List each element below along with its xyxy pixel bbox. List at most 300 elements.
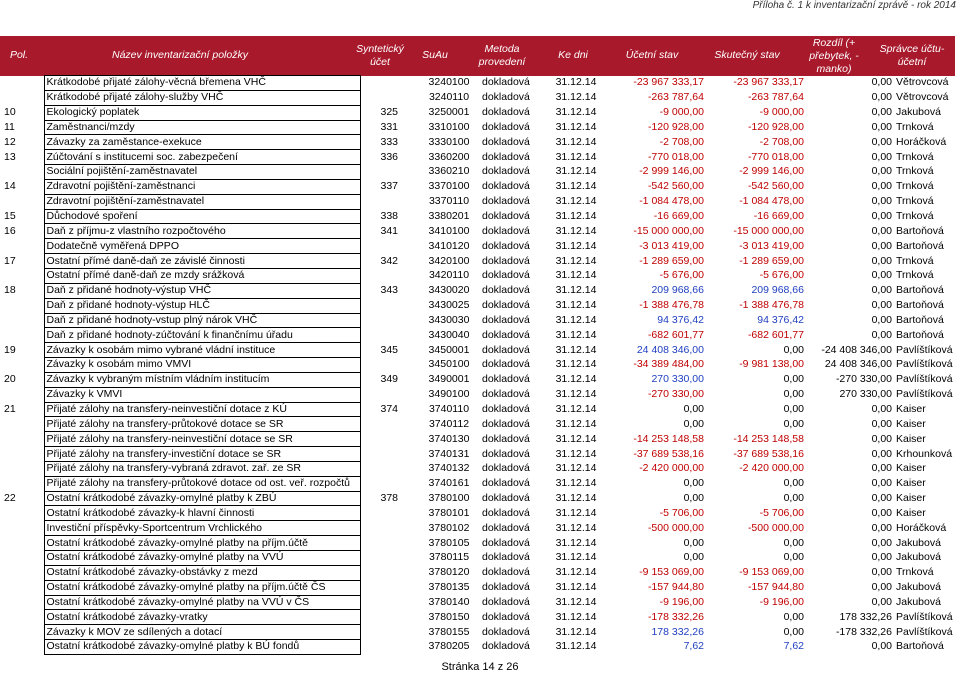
row-skutecny-stav: -9 196,00 <box>759 595 804 608</box>
row-nazev: Závazky k vybraným místním vládním institucím <box>44 372 360 387</box>
row-pol <box>2 565 44 580</box>
table-header <box>0 36 955 76</box>
table-row <box>2 417 957 432</box>
row-pol: 15 <box>4 210 16 223</box>
row-ucetni-stav: -14 253 148,58 <box>633 432 704 445</box>
row-skutecny-stav: -15 000 000,00 <box>733 224 804 237</box>
row-ucetni-stav: -9 000,00 <box>659 106 704 119</box>
row-rozdil: 0,00 <box>871 106 892 119</box>
row-synteticky-ucet <box>360 625 418 640</box>
row-synteticky-ucet <box>360 476 418 491</box>
table-row <box>2 135 957 150</box>
row-metoda: dokladová <box>482 328 530 341</box>
row-nazev: Ostatní krátkodobé závazky-obstávky z mezd <box>44 565 360 580</box>
row-skutecny-stav: -1 084 478,00 <box>739 195 804 208</box>
row-skutecny-stav: 0,00 <box>783 477 804 490</box>
row-synteticky-ucet <box>360 358 418 373</box>
row-ucetni-stav: -178 332,26 <box>647 610 704 623</box>
row-ke-dni: 31.12.14 <box>555 610 597 623</box>
row-skutecny-stav: -16 669,00 <box>753 210 804 223</box>
row-suau: 3360200 <box>428 150 470 163</box>
row-synteticky-ucet: 338 <box>380 210 399 223</box>
row-ke-dni: 31.12.14 <box>555 284 597 297</box>
table-row <box>2 283 957 298</box>
header-pol: Pol. <box>9 49 29 61</box>
row-spravce: Pavlíštíková <box>896 358 953 371</box>
row-ke-dni: 31.12.14 <box>555 640 597 653</box>
table-row <box>2 595 957 610</box>
row-suau: 3430025 <box>428 299 470 312</box>
row-pol <box>2 432 44 447</box>
table-row <box>2 387 957 402</box>
row-synteticky-ucet <box>360 387 418 402</box>
row-pol <box>2 239 44 254</box>
table-row <box>2 179 957 194</box>
row-nazev: Daň z přidané hodnoty-výstup VHČ <box>44 283 360 298</box>
row-ucetni-stav: -5 676,00 <box>659 269 704 282</box>
row-ucetni-stav: 178 332,26 <box>651 625 704 638</box>
row-skutecny-stav: -5 706,00 <box>759 506 804 519</box>
row-ucetni-stav: -1 084 478,00 <box>639 195 704 208</box>
row-spravce: Bartoňová <box>896 224 944 237</box>
row-ucetni-stav: -5 706,00 <box>659 506 704 519</box>
row-rozdil: 0,00 <box>871 180 892 193</box>
row-nazev: Ostatní krátkodobé závazky-vratky <box>44 610 360 625</box>
row-ke-dni: 31.12.14 <box>555 492 597 505</box>
table-row <box>2 610 957 625</box>
row-pol: 12 <box>4 135 16 148</box>
table-row <box>2 328 957 343</box>
row-skutecny-stav: -9 153 069,00 <box>739 566 804 579</box>
row-nazev: Ostatní krátkodobé závazky-omylné platby na VVÚ v ČS <box>44 595 360 610</box>
row-ke-dni: 31.12.14 <box>555 447 597 460</box>
row-synteticky-ucet <box>360 610 418 625</box>
row-nazev: Investiční příspěvky-Sportcentrum Vrchlického <box>44 521 360 536</box>
row-skutecny-stav: -9 981 138,00 <box>739 358 804 371</box>
table-row <box>2 625 957 640</box>
row-suau: 3370100 <box>428 180 470 193</box>
row-skutecny-stav: -157 944,80 <box>747 581 804 594</box>
row-rozdil: 0,00 <box>871 239 892 252</box>
row-suau: 3780205 <box>428 640 470 653</box>
row-spravce: Kaiser <box>896 432 926 445</box>
row-ke-dni: 31.12.14 <box>555 195 597 208</box>
row-spravce: Větrovcová <box>896 91 949 104</box>
row-spravce: Trnková <box>896 566 934 579</box>
row-nazev: Závazky za zaměstance-exekuce <box>44 135 360 150</box>
row-pol: 20 <box>4 373 16 386</box>
row-suau: 3780115 <box>428 551 470 564</box>
row-suau: 3780150 <box>428 610 470 623</box>
table-row <box>2 209 957 224</box>
row-metoda: dokladová <box>482 610 530 623</box>
row-ucetni-stav: -23 967 333,17 <box>633 76 704 89</box>
row-ucetni-stav: -15 000 000,00 <box>633 224 704 237</box>
row-suau: 3330100 <box>428 135 470 148</box>
row-suau: 3780135 <box>428 581 470 594</box>
row-pol <box>2 506 44 521</box>
row-nazev: Zaměstnanci/mzdy <box>44 120 360 135</box>
row-ke-dni: 31.12.14 <box>555 135 597 148</box>
row-pol <box>2 595 44 610</box>
row-nazev: Dodatečně vyměřená DPPO <box>44 239 360 254</box>
table-row <box>2 551 957 566</box>
row-spravce: Kaiser <box>896 417 926 430</box>
row-ucetni-stav: 0,00 <box>683 477 704 490</box>
row-skutecny-stav: 0,00 <box>783 388 804 401</box>
row-ke-dni: 31.12.14 <box>555 536 597 549</box>
row-synteticky-ucet: 325 <box>380 106 399 119</box>
table-row <box>2 432 957 447</box>
row-spravce: Bartoňová <box>896 239 944 252</box>
row-spravce: Pavlíštíková <box>896 343 953 356</box>
row-suau: 3740110 <box>428 402 470 415</box>
row-nazev: Daň z příjmu-z vlastního rozpočtového <box>44 224 360 239</box>
row-spravce: Kaiser <box>896 477 926 490</box>
row-rozdil: 0,00 <box>871 269 892 282</box>
row-spravce: Horáčková <box>896 135 947 148</box>
row-nazev: Přijaté zálohy na transfery-investiční dotace se SR <box>44 447 360 462</box>
row-metoda: dokladová <box>482 195 530 208</box>
row-skutecny-stav: -14 253 148,58 <box>733 432 804 445</box>
row-metoda: dokladová <box>482 373 530 386</box>
row-pol <box>2 476 44 491</box>
row-nazev: Sociální pojištění-zaměstnavatel <box>44 165 360 180</box>
row-spravce: Kaiser <box>896 506 926 519</box>
row-skutecny-stav: 7,62 <box>783 640 804 653</box>
row-ucetni-stav: -270 330,00 <box>647 388 704 401</box>
row-ke-dni: 31.12.14 <box>555 581 597 594</box>
row-ke-dni: 31.12.14 <box>555 180 597 193</box>
row-spravce: Bartoňová <box>896 313 944 326</box>
row-synteticky-ucet <box>360 580 418 595</box>
row-rozdil: 0,00 <box>871 210 892 223</box>
row-skutecny-stav: -2 999 146,00 <box>739 165 804 178</box>
table-row <box>2 268 957 283</box>
row-metoda: dokladová <box>482 254 530 267</box>
row-pol: 19 <box>4 343 16 356</box>
row-rozdil: 178 332,26 <box>839 610 892 623</box>
row-rozdil: 0,00 <box>871 432 892 445</box>
row-rozdil: 0,00 <box>871 195 892 208</box>
row-pol: 18 <box>4 284 16 297</box>
row-rozdil: 0,00 <box>871 76 892 89</box>
row-pol <box>2 268 44 283</box>
row-synteticky-ucet <box>360 536 418 551</box>
row-ucetni-stav: -34 389 484,00 <box>633 358 704 371</box>
row-synteticky-ucet <box>360 239 418 254</box>
row-synteticky-ucet <box>360 165 418 180</box>
row-spravce: Trnková <box>896 254 934 267</box>
row-pol <box>2 194 44 209</box>
row-skutecny-stav: -23 967 333,17 <box>733 76 804 89</box>
row-spravce: Krhounková <box>896 447 953 460</box>
row-metoda: dokladová <box>482 239 530 252</box>
row-ke-dni: 31.12.14 <box>555 269 597 282</box>
row-suau: 3370110 <box>428 195 470 208</box>
table-row <box>2 640 957 655</box>
row-pol <box>2 580 44 595</box>
row-ke-dni: 31.12.14 <box>555 388 597 401</box>
row-rozdil: 0,00 <box>871 254 892 267</box>
row-metoda: dokladová <box>482 313 530 326</box>
row-nazev: Krátkodobé přijaté zálohy-věcná břemena VHČ <box>44 76 360 91</box>
table-row <box>2 358 957 373</box>
header-ke-dni: Ke dni <box>558 49 588 61</box>
row-suau: 3250001 <box>428 106 470 119</box>
row-suau: 3490100 <box>428 388 470 401</box>
row-synteticky-ucet <box>360 417 418 432</box>
table-row <box>2 120 957 135</box>
row-spravce: Kaiser <box>896 492 926 505</box>
row-skutecny-stav: -37 689 538,16 <box>733 447 804 460</box>
row-ke-dni: 31.12.14 <box>555 462 597 475</box>
row-spravce: Jakubová <box>896 595 941 608</box>
row-ucetni-stav: -9 196,00 <box>659 595 704 608</box>
row-metoda: dokladová <box>482 91 530 104</box>
table-row <box>2 521 957 536</box>
row-synteticky-ucet <box>360 565 418 580</box>
table-row <box>2 313 957 328</box>
row-spravce: Trnková <box>896 269 934 282</box>
row-metoda: dokladová <box>482 76 530 89</box>
row-ke-dni: 31.12.14 <box>555 91 597 104</box>
row-metoda: dokladová <box>482 640 530 653</box>
row-spravce: Bartoňová <box>896 284 944 297</box>
row-nazev: Přijaté zálohy na transfery-průtokové dotace se SR <box>44 417 360 432</box>
row-spravce: Trnková <box>896 120 934 133</box>
row-nazev: Ostatní krátkodobé závazky-omylné platby na VVÚ <box>44 551 360 566</box>
row-metoda: dokladová <box>482 224 530 237</box>
table-row <box>2 491 957 506</box>
row-ke-dni: 31.12.14 <box>555 358 597 371</box>
table-row <box>2 343 957 358</box>
row-ucetni-stav: 0,00 <box>683 417 704 430</box>
row-spravce: Trnková <box>896 180 934 193</box>
row-metoda: dokladová <box>482 566 530 579</box>
row-ucetni-stav: -120 928,00 <box>647 120 704 133</box>
row-metoda: dokladová <box>482 521 530 534</box>
row-rozdil: 0,00 <box>871 91 892 104</box>
row-synteticky-ucet <box>360 506 418 521</box>
row-spravce: Jakubová <box>896 536 941 549</box>
row-rozdil: -24 408 346,00 <box>821 343 892 356</box>
row-ke-dni: 31.12.14 <box>555 239 597 252</box>
row-suau: 3780102 <box>428 521 470 534</box>
row-rozdil: 0,00 <box>871 299 892 312</box>
row-metoda: dokladová <box>482 462 530 475</box>
page-note: Příloha č. 1 k inventarizační zprávě - rok 2014 <box>752 0 956 11</box>
row-ucetni-stav: 94 376,42 <box>657 313 704 326</box>
row-suau: 3780105 <box>428 536 470 549</box>
row-ke-dni: 31.12.14 <box>555 506 597 519</box>
row-spravce: Kaiser <box>896 402 926 415</box>
row-spravce: Pavlíštíková <box>896 610 953 623</box>
row-pol: 21 <box>4 402 16 415</box>
row-suau: 3240100 <box>428 76 470 89</box>
row-spravce: Pavlíštíková <box>896 388 953 401</box>
row-ke-dni: 31.12.14 <box>555 210 597 223</box>
row-ke-dni: 31.12.14 <box>555 328 597 341</box>
table-row <box>2 580 957 595</box>
header-synteticky-ucet: Syntetický účet <box>356 43 404 68</box>
row-ucetni-stav: -16 669,00 <box>653 210 704 223</box>
row-synteticky-ucet <box>360 447 418 462</box>
row-suau: 3780140 <box>428 595 470 608</box>
table-row <box>2 402 957 417</box>
row-ucetni-stav: 24 408 346,00 <box>636 343 704 356</box>
row-synteticky-ucet: 374 <box>380 402 399 415</box>
row-nazev: Ostatní krátkodobé závazky-omylné platby k BÚ fondů <box>44 640 360 655</box>
row-rozdil: 0,00 <box>871 284 892 297</box>
row-ke-dni: 31.12.14 <box>555 521 597 534</box>
row-spravce: Trnková <box>896 210 934 223</box>
row-ucetni-stav: 270 330,00 <box>651 373 704 386</box>
row-rozdil: 0,00 <box>871 506 892 519</box>
row-suau: 3740112 <box>428 417 470 430</box>
inventory-table <box>2 75 958 655</box>
row-ke-dni: 31.12.14 <box>555 551 597 564</box>
row-skutecny-stav: -2 708,00 <box>759 135 804 148</box>
row-skutecny-stav: 0,00 <box>783 402 804 415</box>
header-rozdil: Rozdíl (+ přebytek, - manko) <box>809 37 859 75</box>
row-rozdil: 0,00 <box>871 402 892 415</box>
row-nazev: Zdravotní pojištění-zaměstnavatel <box>44 194 360 209</box>
row-nazev: Přijaté zálohy na transfery-neinvestiční dotace z KÚ <box>44 402 360 417</box>
row-rozdil: 0,00 <box>871 417 892 430</box>
row-skutecny-stav: 0,00 <box>783 551 804 564</box>
row-skutecny-stav: -542 560,00 <box>747 180 804 193</box>
row-suau: 3240110 <box>428 91 470 104</box>
row-rozdil: 0,00 <box>871 581 892 594</box>
table-row <box>2 298 957 313</box>
row-synteticky-ucet: 345 <box>380 343 399 356</box>
row-ke-dni: 31.12.14 <box>555 595 597 608</box>
row-skutecny-stav: -682 601,77 <box>747 328 804 341</box>
row-ucetni-stav: -542 560,00 <box>647 180 704 193</box>
row-metoda: dokladová <box>482 492 530 505</box>
row-metoda: dokladová <box>482 447 530 460</box>
row-synteticky-ucet: 343 <box>380 284 399 297</box>
row-rozdil: 24 408 346,00 <box>824 358 892 371</box>
row-ucetni-stav: 0,00 <box>683 536 704 549</box>
row-rozdil: 0,00 <box>871 120 892 133</box>
row-rozdil: 0,00 <box>871 135 892 148</box>
row-pol: 22 <box>4 492 16 505</box>
table-row <box>2 194 957 209</box>
row-suau: 3740161 <box>428 477 470 490</box>
row-skutecny-stav: -500 000,00 <box>747 521 804 534</box>
row-metoda: dokladová <box>482 506 530 519</box>
row-synteticky-ucet: 336 <box>380 150 399 163</box>
row-ucetni-stav: -3 013 419,00 <box>639 239 704 252</box>
row-rozdil: 0,00 <box>871 447 892 460</box>
row-metoda: dokladová <box>482 625 530 638</box>
header-metoda: Metoda provedení <box>478 43 526 68</box>
row-ke-dni: 31.12.14 <box>555 150 597 163</box>
table-row <box>2 150 957 165</box>
row-rozdil: 0,00 <box>871 492 892 505</box>
row-nazev: Závazky k MOV ze sdílených a dotací <box>44 625 360 640</box>
row-ucetni-stav: 0,00 <box>683 492 704 505</box>
header-spravce: Správce účtu- účetní <box>879 43 945 68</box>
row-synteticky-ucet <box>360 328 418 343</box>
row-synteticky-ucet: 337 <box>380 180 399 193</box>
row-spravce: Horáčková <box>896 521 947 534</box>
table-row <box>2 239 957 254</box>
row-ke-dni: 31.12.14 <box>555 106 597 119</box>
row-pol <box>2 447 44 462</box>
row-ke-dni: 31.12.14 <box>555 373 597 386</box>
row-metoda: dokladová <box>482 150 530 163</box>
row-pol <box>2 536 44 551</box>
row-skutecny-stav: -1 289 659,00 <box>739 254 804 267</box>
header-skutecny-stav: Skutečný stav <box>714 49 780 61</box>
row-ke-dni: 31.12.14 <box>555 224 597 237</box>
row-nazev: Závazky k osobám mimo vybrané vládní instituce <box>44 343 360 358</box>
row-suau: 3490001 <box>428 373 470 386</box>
row-skutecny-stav: 0,00 <box>783 610 804 623</box>
row-suau: 3780155 <box>428 625 470 638</box>
table-row <box>2 76 957 91</box>
row-spravce: Pavlíštíková <box>896 625 953 638</box>
row-metoda: dokladová <box>482 477 530 490</box>
row-rozdil: 0,00 <box>871 313 892 326</box>
row-rozdil: 0,00 <box>871 640 892 653</box>
row-rozdil: 0,00 <box>871 477 892 490</box>
row-ke-dni: 31.12.14 <box>555 402 597 415</box>
row-spravce: Jakubová <box>896 581 941 594</box>
row-ucetni-stav: -2 420 000,00 <box>639 462 704 475</box>
row-skutecny-stav: 0,00 <box>783 417 804 430</box>
header-ucetni-stav: Účetní stav <box>625 49 679 61</box>
row-ke-dni: 31.12.14 <box>555 313 597 326</box>
row-skutecny-stav: -1 388 476,78 <box>739 299 804 312</box>
row-metoda: dokladová <box>482 135 530 148</box>
row-synteticky-ucet: 333 <box>380 135 399 148</box>
row-synteticky-ucet: 349 <box>380 373 399 386</box>
row-synteticky-ucet <box>360 595 418 610</box>
row-ke-dni: 31.12.14 <box>555 417 597 430</box>
row-synteticky-ucet <box>360 194 418 209</box>
row-ucetni-stav: 209 968,66 <box>651 284 704 297</box>
row-spravce: Jakubová <box>896 106 941 119</box>
row-metoda: dokladová <box>482 343 530 356</box>
row-skutecny-stav: -263 787,64 <box>747 91 804 104</box>
row-synteticky-ucet <box>360 268 418 283</box>
row-spravce: Bartoňová <box>896 299 944 312</box>
row-pol: 10 <box>4 106 16 119</box>
row-suau: 3740131 <box>428 447 470 460</box>
row-nazev: Ostatní krátkodobé závazky-omylné platby k ZBÚ <box>44 491 360 506</box>
row-suau: 3740130 <box>428 432 470 445</box>
row-rozdil: -270 330,00 <box>835 373 892 386</box>
row-nazev: Přijaté zálohy na transfery-průtokové dotace od ost. veř. rozpočtů <box>44 476 360 491</box>
row-rozdil: 0,00 <box>871 536 892 549</box>
row-ucetni-stav: 0,00 <box>683 402 704 415</box>
row-ucetni-stav: -1 388 476,78 <box>639 299 704 312</box>
row-metoda: dokladová <box>482 210 530 223</box>
row-rozdil: -178 332,26 <box>835 625 892 638</box>
row-metoda: dokladová <box>482 417 530 430</box>
row-pol <box>2 625 44 640</box>
row-suau: 3310100 <box>428 120 470 133</box>
row-metoda: dokladová <box>482 388 530 401</box>
row-skutecny-stav: -120 928,00 <box>747 120 804 133</box>
row-metoda: dokladová <box>482 299 530 312</box>
table-row <box>2 506 957 521</box>
row-nazev: Daň z přidané hodnoty-výstup HLČ <box>44 298 360 313</box>
